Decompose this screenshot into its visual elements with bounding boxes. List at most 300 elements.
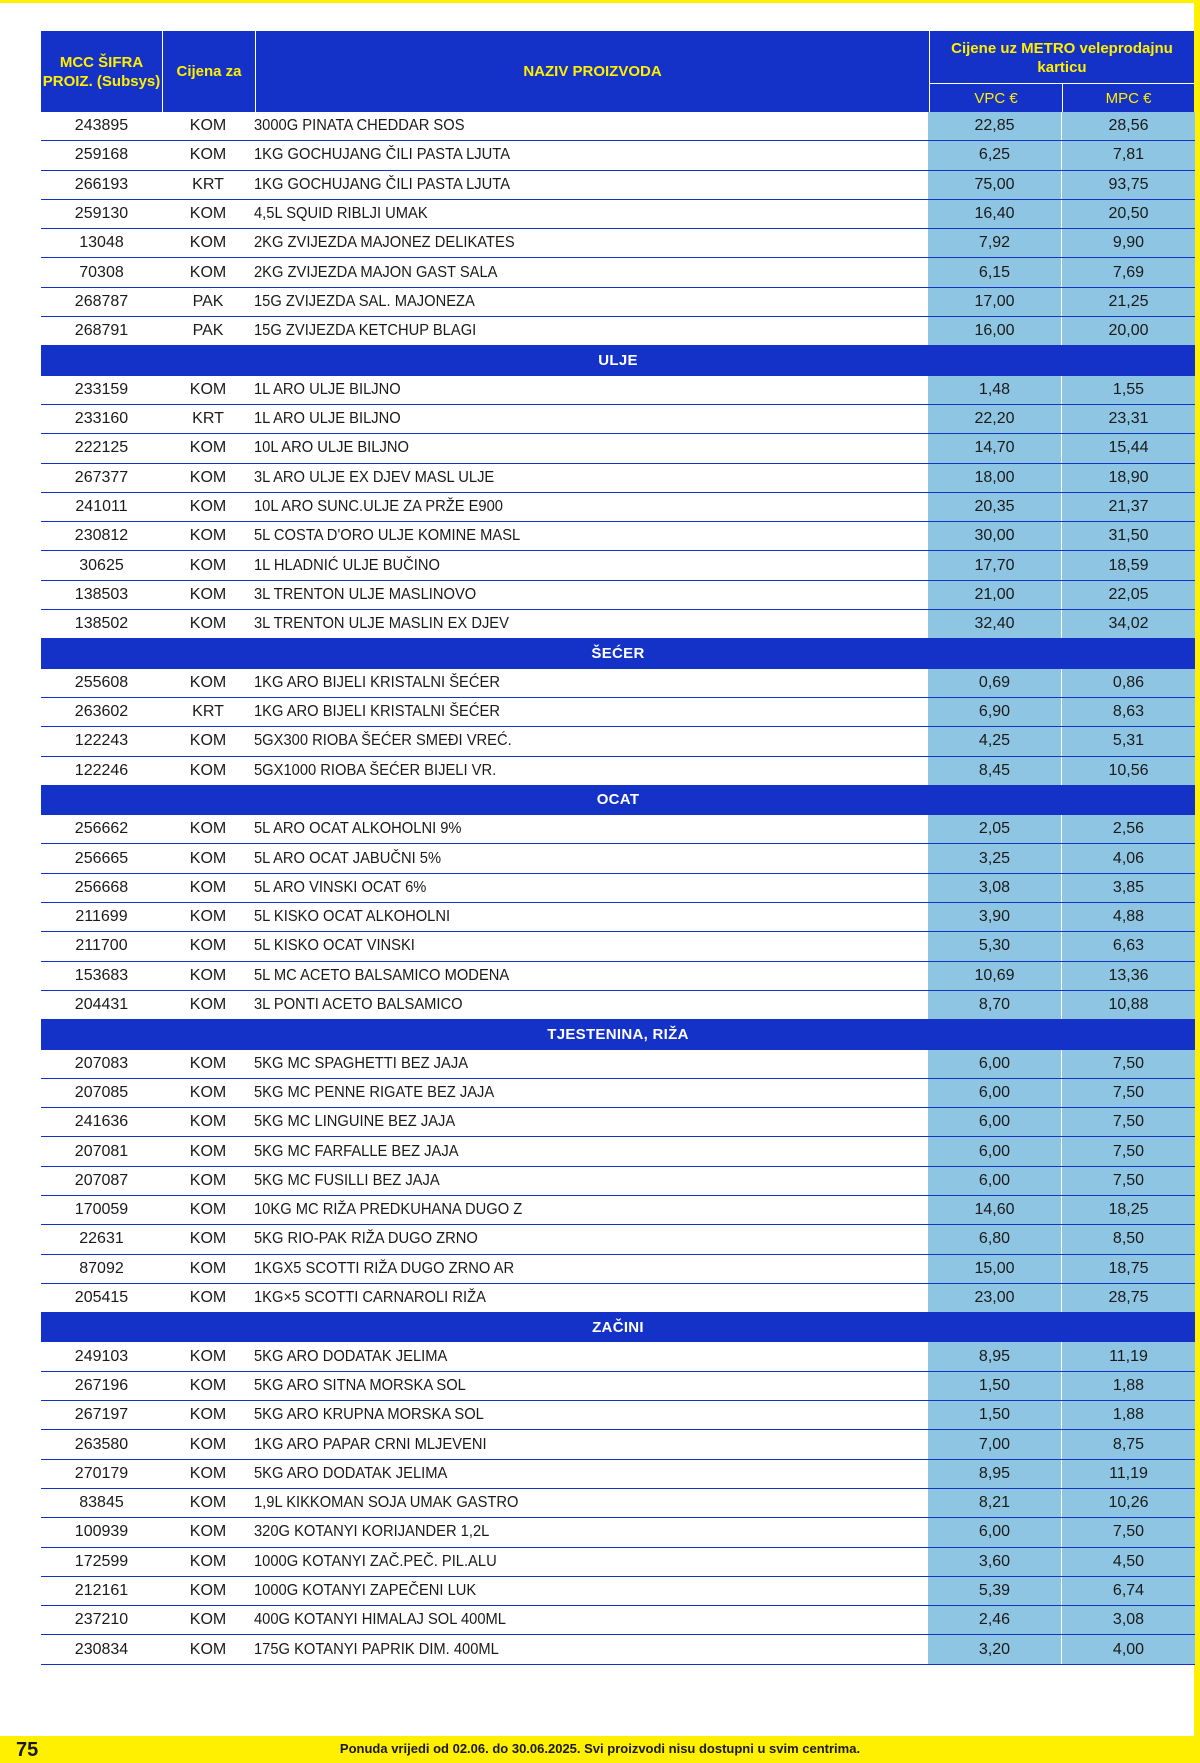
product-code: 138503 <box>41 580 162 609</box>
price-mpc: 28,56 <box>1062 112 1196 141</box>
product-name: 2KG ZVIJEZDA MAJON GAST SALA <box>254 258 874 287</box>
section-title: ULJE <box>41 346 1195 375</box>
price-mpc: 4,88 <box>1062 903 1196 932</box>
price-mpc: 18,25 <box>1062 1195 1196 1224</box>
product-name: 5L ARO VINSKI OCAT 6% <box>254 873 874 902</box>
table-row <box>41 697 1195 726</box>
product-name: 5GX1000 RIOBA ŠEĆER BIJELI VR. <box>254 756 874 785</box>
product-code: 263580 <box>41 1430 162 1459</box>
product-code: 207081 <box>41 1137 162 1166</box>
table-row <box>41 1430 1195 1459</box>
product-name: 320G KOTANYI KORIJANDER 1,2L <box>254 1518 874 1547</box>
table-row <box>41 1635 1195 1664</box>
price-unit: KOM <box>162 258 254 287</box>
table-row <box>41 1342 1195 1371</box>
table-row <box>41 990 1195 1019</box>
price-unit: PAK <box>162 317 254 346</box>
product-code: 270179 <box>41 1459 162 1488</box>
table-row <box>41 1166 1195 1195</box>
price-mpc: 7,69 <box>1062 258 1196 287</box>
section-header-row <box>41 1020 1195 1049</box>
price-unit: KOM <box>162 229 254 258</box>
table-row <box>41 287 1195 316</box>
price-vpc: 17,70 <box>928 551 1062 580</box>
product-code: 122246 <box>41 756 162 785</box>
price-vpc: 8,70 <box>928 990 1062 1019</box>
table-row <box>41 668 1195 697</box>
product-code: 22631 <box>41 1225 162 1254</box>
table-row <box>41 1547 1195 1576</box>
product-name: 3000G PINATA CHEDDAR SOS <box>254 112 874 141</box>
product-name: 175G KOTANYI PAPRIK DIM. 400ML <box>254 1635 874 1664</box>
price-mpc: 8,50 <box>1062 1225 1196 1254</box>
product-code: 172599 <box>41 1547 162 1576</box>
price-vpc: 6,90 <box>928 697 1062 726</box>
product-name: 15G ZVIJEZDA SAL. MAJONEZA <box>254 287 874 316</box>
price-vpc: 1,50 <box>928 1371 1062 1400</box>
product-code: 170059 <box>41 1195 162 1224</box>
price-vpc: 14,60 <box>928 1195 1062 1224</box>
price-vpc: 6,00 <box>928 1166 1062 1195</box>
table-row <box>41 815 1195 844</box>
product-name: 5L KISKO OCAT VINSKI <box>254 932 874 961</box>
price-vpc: 5,39 <box>928 1576 1062 1605</box>
price-mpc: 23,31 <box>1062 404 1196 433</box>
table-row <box>41 873 1195 902</box>
price-mpc: 4,50 <box>1062 1547 1196 1576</box>
price-vpc: 10,69 <box>928 961 1062 990</box>
price-unit: KOM <box>162 1283 254 1312</box>
product-name: 5KG ARO DODATAK JELIMA <box>254 1342 874 1371</box>
price-vpc: 3,20 <box>928 1635 1062 1664</box>
price-vpc: 17,00 <box>928 287 1062 316</box>
section-header-row <box>41 785 1195 814</box>
product-code: 233160 <box>41 404 162 433</box>
product-name: 2KG ZVIJEZDA MAJONEZ DELIKATES <box>254 229 874 258</box>
product-code: 268787 <box>41 287 162 316</box>
price-mpc: 7,81 <box>1062 141 1196 170</box>
product-name: 5KG MC SPAGHETTI BEZ JAJA <box>254 1049 874 1078</box>
price-vpc: 23,00 <box>928 1283 1062 1312</box>
product-name: 1KG×5 SCOTTI CARNAROLI RIŽA <box>254 1283 874 1312</box>
price-unit: KOM <box>162 141 254 170</box>
footer-note: Ponuda vrijedi od 02.06. do 30.06.2025. Svi proizvodi nisu dostupni u svim centrima. <box>339 1741 861 1756</box>
price-mpc: 34,02 <box>1062 610 1196 639</box>
product-name: 3L ARO ULJE EX DJEV MASL ULJE <box>254 463 874 492</box>
price-mpc: 8,75 <box>1062 1430 1196 1459</box>
product-name: 1000G KOTANYI ZAČ.PEČ. PIL.ALU <box>254 1547 874 1576</box>
product-name: 1,9L KIKKOMAN SOJA UMAK GASTRO <box>254 1488 874 1517</box>
footer-bar <box>0 1736 1200 1763</box>
table-row <box>41 170 1195 199</box>
price-vpc: 6,15 <box>928 258 1062 287</box>
table-row <box>41 375 1195 404</box>
product-name: 5GX300 RIOBA ŠEĆER SMEĐI VREĆ. <box>254 727 874 756</box>
product-name: 5KG ARO DODATAK JELIMA <box>254 1459 874 1488</box>
price-mpc: 7,50 <box>1062 1166 1196 1195</box>
product-name: 5L ARO OCAT JABUČNI 5% <box>254 844 874 873</box>
price-unit: KOM <box>162 1635 254 1664</box>
product-code: 267197 <box>41 1401 162 1430</box>
price-mpc: 1,88 <box>1062 1401 1196 1430</box>
price-mpc: 11,19 <box>1062 1342 1196 1371</box>
price-vpc: 6,25 <box>928 141 1062 170</box>
product-code: 233159 <box>41 375 162 404</box>
product-code: 241636 <box>41 1108 162 1137</box>
product-name: 10KG MC RIŽA PREDKUHANA DUGO Z <box>254 1195 874 1224</box>
product-name: 1L HLADNIĆ ULJE BUČINO <box>254 551 874 580</box>
price-vpc: 2,05 <box>928 815 1062 844</box>
product-code: 237210 <box>41 1606 162 1635</box>
product-code: 122243 <box>41 727 162 756</box>
product-code: 211699 <box>41 903 162 932</box>
price-vpc: 3,90 <box>928 903 1062 932</box>
price-mpc: 10,88 <box>1062 990 1196 1019</box>
price-mpc: 21,37 <box>1062 492 1196 521</box>
product-name: 5L KISKO OCAT ALKOHOLNI <box>254 903 874 932</box>
table-row <box>41 1049 1195 1078</box>
price-unit: KOM <box>162 1137 254 1166</box>
table-row <box>41 1401 1195 1430</box>
table-row <box>41 727 1195 756</box>
price-unit: KOM <box>162 990 254 1019</box>
price-vpc: 7,00 <box>928 1430 1062 1459</box>
product-code: 267377 <box>41 463 162 492</box>
page-number: 75 <box>16 1739 39 1761</box>
product-code: 212161 <box>41 1576 162 1605</box>
price-unit: KOM <box>162 1371 254 1400</box>
price-vpc: 20,35 <box>928 492 1062 521</box>
product-name: 3L PONTI ACETO BALSAMICO <box>254 990 874 1019</box>
header-code: MCC ŠIFRA PROIZ. (Subsys) <box>42 53 161 90</box>
product-name: 3L TRENTON ULJE MASLINOVO <box>254 580 874 609</box>
product-code: 207085 <box>41 1078 162 1107</box>
price-mpc: 7,50 <box>1062 1518 1196 1547</box>
product-name: 5KG ARO SITNA MORSKA SOL <box>254 1371 874 1400</box>
price-unit: KOM <box>162 961 254 990</box>
product-name: 5L COSTA D'ORO ULJE KOMINE MASL <box>254 522 874 551</box>
price-unit: KOM <box>162 1606 254 1635</box>
price-vpc: 3,60 <box>928 1547 1062 1576</box>
price-unit: KRT <box>162 697 254 726</box>
price-mpc: 3,08 <box>1062 1606 1196 1635</box>
price-unit: KOM <box>162 610 254 639</box>
price-unit: KOM <box>162 434 254 463</box>
product-name: 10L ARO SUNC.ULJE ZA PRŽE E900 <box>254 492 874 521</box>
table-row <box>41 610 1195 639</box>
table-row <box>41 229 1195 258</box>
price-unit: KOM <box>162 815 254 844</box>
product-name: 1KG ARO BIJELI KRISTALNI ŠEĆER <box>254 668 874 697</box>
price-vpc: 0,69 <box>928 668 1062 697</box>
price-mpc: 7,50 <box>1062 1078 1196 1107</box>
price-unit: KOM <box>162 1225 254 1254</box>
price-mpc: 9,90 <box>1062 229 1196 258</box>
product-name: 1KG GOCHUJANG ČILI PASTA LJUTA <box>254 170 874 199</box>
price-unit: KOM <box>162 903 254 932</box>
price-vpc: 30,00 <box>928 522 1062 551</box>
product-name: 1KG ARO BIJELI KRISTALNI ŠEĆER <box>254 697 874 726</box>
section-header-row <box>41 639 1195 668</box>
table-row <box>41 404 1195 433</box>
price-unit: KOM <box>162 1576 254 1605</box>
price-vpc: 16,40 <box>928 199 1062 228</box>
price-unit: KOM <box>162 932 254 961</box>
price-unit: KOM <box>162 727 254 756</box>
price-unit: KOM <box>162 873 254 902</box>
price-mpc: 6,74 <box>1062 1576 1196 1605</box>
product-code: 259168 <box>41 141 162 170</box>
product-name: 1L ARO ULJE BILJNO <box>254 404 874 433</box>
section-title: ZAČINI <box>41 1313 1195 1342</box>
price-mpc: 1,55 <box>1062 375 1196 404</box>
price-mpc: 10,56 <box>1062 756 1196 785</box>
table-row <box>41 844 1195 873</box>
price-unit: KOM <box>162 112 254 141</box>
table-row <box>41 258 1195 287</box>
price-mpc: 2,56 <box>1062 815 1196 844</box>
section-title: TJESTENINA, RIŽA <box>41 1020 1195 1049</box>
product-code: 222125 <box>41 434 162 463</box>
product-code: 205415 <box>41 1283 162 1312</box>
product-code: 83845 <box>41 1488 162 1517</box>
header-mpc: MPC € <box>1105 89 1152 107</box>
price-unit: KOM <box>162 551 254 580</box>
price-vpc: 6,00 <box>928 1518 1062 1547</box>
product-table-body <box>41 112 1195 1664</box>
price-vpc: 7,92 <box>928 229 1062 258</box>
price-vpc: 6,00 <box>928 1108 1062 1137</box>
table-row <box>41 463 1195 492</box>
header-unit: Cijena za <box>176 63 242 80</box>
product-code: 30625 <box>41 551 162 580</box>
product-code: 230812 <box>41 522 162 551</box>
price-mpc: 4,06 <box>1062 844 1196 873</box>
price-unit: KOM <box>162 1430 254 1459</box>
table-row <box>41 492 1195 521</box>
product-code: 256665 <box>41 844 162 873</box>
price-unit: KRT <box>162 170 254 199</box>
table-row <box>41 434 1195 463</box>
price-unit: KOM <box>162 580 254 609</box>
product-name: 10L ARO ULJE BILJNO <box>254 434 874 463</box>
price-unit: KOM <box>162 1166 254 1195</box>
price-vpc: 3,08 <box>928 873 1062 902</box>
price-mpc: 31,50 <box>1062 522 1196 551</box>
price-mpc: 93,75 <box>1062 170 1196 199</box>
price-mpc: 8,63 <box>1062 697 1196 726</box>
price-mpc: 13,36 <box>1062 961 1196 990</box>
product-name: 5KG MC FARFALLE BEZ JAJA <box>254 1137 874 1166</box>
table-row <box>41 522 1195 551</box>
price-vpc: 4,25 <box>928 727 1062 756</box>
product-name: 5L ARO OCAT ALKOHOLNI 9% <box>254 815 874 844</box>
price-vpc: 6,00 <box>928 1049 1062 1078</box>
table-row <box>41 1576 1195 1605</box>
price-mpc: 20,00 <box>1062 317 1196 346</box>
section-header-row <box>41 346 1195 375</box>
header-prices: Cijene uz METRO veleprodajnu karticu <box>951 40 1173 76</box>
product-name: 3L TRENTON ULJE MASLIN EX DJEV <box>254 610 874 639</box>
price-mpc: 7,50 <box>1062 1108 1196 1137</box>
section-title: OCAT <box>41 785 1195 814</box>
price-unit: KOM <box>162 1342 254 1371</box>
product-code: 255608 <box>41 668 162 697</box>
section-title: ŠEĆER <box>41 639 1195 668</box>
price-vpc: 8,21 <box>928 1488 1062 1517</box>
table-row <box>41 1283 1195 1312</box>
price-vpc: 22,85 <box>928 112 1062 141</box>
table-row <box>41 199 1195 228</box>
table-row <box>41 112 1195 141</box>
price-vpc: 6,00 <box>928 1137 1062 1166</box>
top-accent-border <box>0 0 1200 3</box>
price-unit: PAK <box>162 287 254 316</box>
section-header-row <box>41 1313 1195 1342</box>
product-code: 256668 <box>41 873 162 902</box>
price-unit: KOM <box>162 522 254 551</box>
product-code: 243895 <box>41 112 162 141</box>
price-vpc: 16,00 <box>928 317 1062 346</box>
price-unit: KOM <box>162 199 254 228</box>
table-row <box>41 932 1195 961</box>
price-vpc: 8,95 <box>928 1342 1062 1371</box>
product-code: 70308 <box>41 258 162 287</box>
product-code: 249103 <box>41 1342 162 1371</box>
product-code: 268791 <box>41 317 162 346</box>
product-code: 211700 <box>41 932 162 961</box>
product-code: 266193 <box>41 170 162 199</box>
product-code: 100939 <box>41 1518 162 1547</box>
table-header <box>41 31 1194 112</box>
product-code: 230834 <box>41 1635 162 1664</box>
product-code: 263602 <box>41 697 162 726</box>
product-name: 5KG MC FUSILLI BEZ JAJA <box>254 1166 874 1195</box>
price-mpc: 4,00 <box>1062 1635 1196 1664</box>
product-code: 87092 <box>41 1254 162 1283</box>
table-row <box>41 317 1195 346</box>
price-unit: KOM <box>162 844 254 873</box>
price-mpc: 20,50 <box>1062 199 1196 228</box>
price-unit: KOM <box>162 463 254 492</box>
price-unit: KOM <box>162 1078 254 1107</box>
price-unit: KOM <box>162 1195 254 1224</box>
price-mpc: 7,50 <box>1062 1049 1196 1078</box>
product-code: 204431 <box>41 990 162 1019</box>
price-mpc: 5,31 <box>1062 727 1196 756</box>
price-vpc: 6,80 <box>928 1225 1062 1254</box>
price-vpc: 75,00 <box>928 170 1062 199</box>
price-mpc: 0,86 <box>1062 668 1196 697</box>
product-code: 13048 <box>41 229 162 258</box>
price-unit: KOM <box>162 1488 254 1517</box>
price-mpc: 21,25 <box>1062 287 1196 316</box>
price-vpc: 1,48 <box>928 375 1062 404</box>
price-unit: KOM <box>162 1518 254 1547</box>
price-unit: KRT <box>162 404 254 433</box>
price-mpc: 22,05 <box>1062 580 1196 609</box>
table-row <box>41 551 1195 580</box>
price-mpc: 28,75 <box>1062 1283 1196 1312</box>
table-row <box>41 1108 1195 1137</box>
price-vpc: 2,46 <box>928 1606 1062 1635</box>
price-unit: KOM <box>162 1547 254 1576</box>
price-mpc: 1,88 <box>1062 1371 1196 1400</box>
product-code: 207083 <box>41 1049 162 1078</box>
product-table <box>41 112 1195 1665</box>
table-row <box>41 1606 1195 1635</box>
price-vpc: 15,00 <box>928 1254 1062 1283</box>
price-unit: KOM <box>162 1108 254 1137</box>
table-row <box>41 903 1195 932</box>
price-unit: KOM <box>162 1049 254 1078</box>
product-name: 1L ARO ULJE BILJNO <box>254 375 874 404</box>
product-name: 5KG RIO-PAK RIŽA DUGO ZRNO <box>254 1225 874 1254</box>
price-vpc: 14,70 <box>928 434 1062 463</box>
product-name: 400G KOTANYI HIMALAJ SOL 400ML <box>254 1606 874 1635</box>
price-unit: KOM <box>162 1254 254 1283</box>
table-row <box>41 1518 1195 1547</box>
table-row <box>41 756 1195 785</box>
product-name: 1KGX5 SCOTTI RIŽA DUGO ZRNO AR <box>254 1254 874 1283</box>
table-row <box>41 1254 1195 1283</box>
product-name: 5L MC ACETO BALSAMICO MODENA <box>254 961 874 990</box>
table-row <box>41 1078 1195 1107</box>
price-unit: KOM <box>162 1401 254 1430</box>
price-vpc: 5,30 <box>928 932 1062 961</box>
product-name: 5KG MC PENNE RIGATE BEZ JAJA <box>254 1078 874 1107</box>
product-name: 1KG GOCHUJANG ČILI PASTA LJUTA <box>254 141 874 170</box>
product-code: 267196 <box>41 1371 162 1400</box>
price-vpc: 8,45 <box>928 756 1062 785</box>
price-mpc: 18,90 <box>1062 463 1196 492</box>
price-vpc: 6,00 <box>928 1078 1062 1107</box>
price-unit: KOM <box>162 1459 254 1488</box>
table-row <box>41 580 1195 609</box>
price-mpc: 7,50 <box>1062 1137 1196 1166</box>
price-unit: KOM <box>162 492 254 521</box>
price-unit: KOM <box>162 375 254 404</box>
product-name: 1KG ARO PAPAR CRNI MLJEVENI <box>254 1430 874 1459</box>
price-unit: KOM <box>162 756 254 785</box>
header-name: NAZIV PROIZVODA <box>523 63 662 80</box>
table-row <box>41 1195 1195 1224</box>
price-vpc: 3,25 <box>928 844 1062 873</box>
product-code: 259130 <box>41 199 162 228</box>
price-mpc: 3,85 <box>1062 873 1196 902</box>
product-code: 241011 <box>41 492 162 521</box>
price-vpc: 8,95 <box>928 1459 1062 1488</box>
price-vpc: 1,50 <box>928 1401 1062 1430</box>
table-row <box>41 1137 1195 1166</box>
table-row <box>41 961 1195 990</box>
price-vpc: 18,00 <box>928 463 1062 492</box>
product-code: 153683 <box>41 961 162 990</box>
table-row <box>41 1225 1195 1254</box>
table-row <box>41 1488 1195 1517</box>
price-mpc: 15,44 <box>1062 434 1196 463</box>
product-name: 5KG ARO KRUPNA MORSKA SOL <box>254 1401 874 1430</box>
product-name: 5KG MC LINGUINE BEZ JAJA <box>254 1108 874 1137</box>
product-name: 15G ZVIJEZDA KETCHUP BLAGI <box>254 317 874 346</box>
price-unit: KOM <box>162 668 254 697</box>
price-mpc: 18,75 <box>1062 1254 1196 1283</box>
price-vpc: 21,00 <box>928 580 1062 609</box>
product-code: 207087 <box>41 1166 162 1195</box>
price-mpc: 10,26 <box>1062 1488 1196 1517</box>
price-vpc: 22,20 <box>928 404 1062 433</box>
product-name: 1000G KOTANYI ZAPEČENI LUK <box>254 1576 874 1605</box>
